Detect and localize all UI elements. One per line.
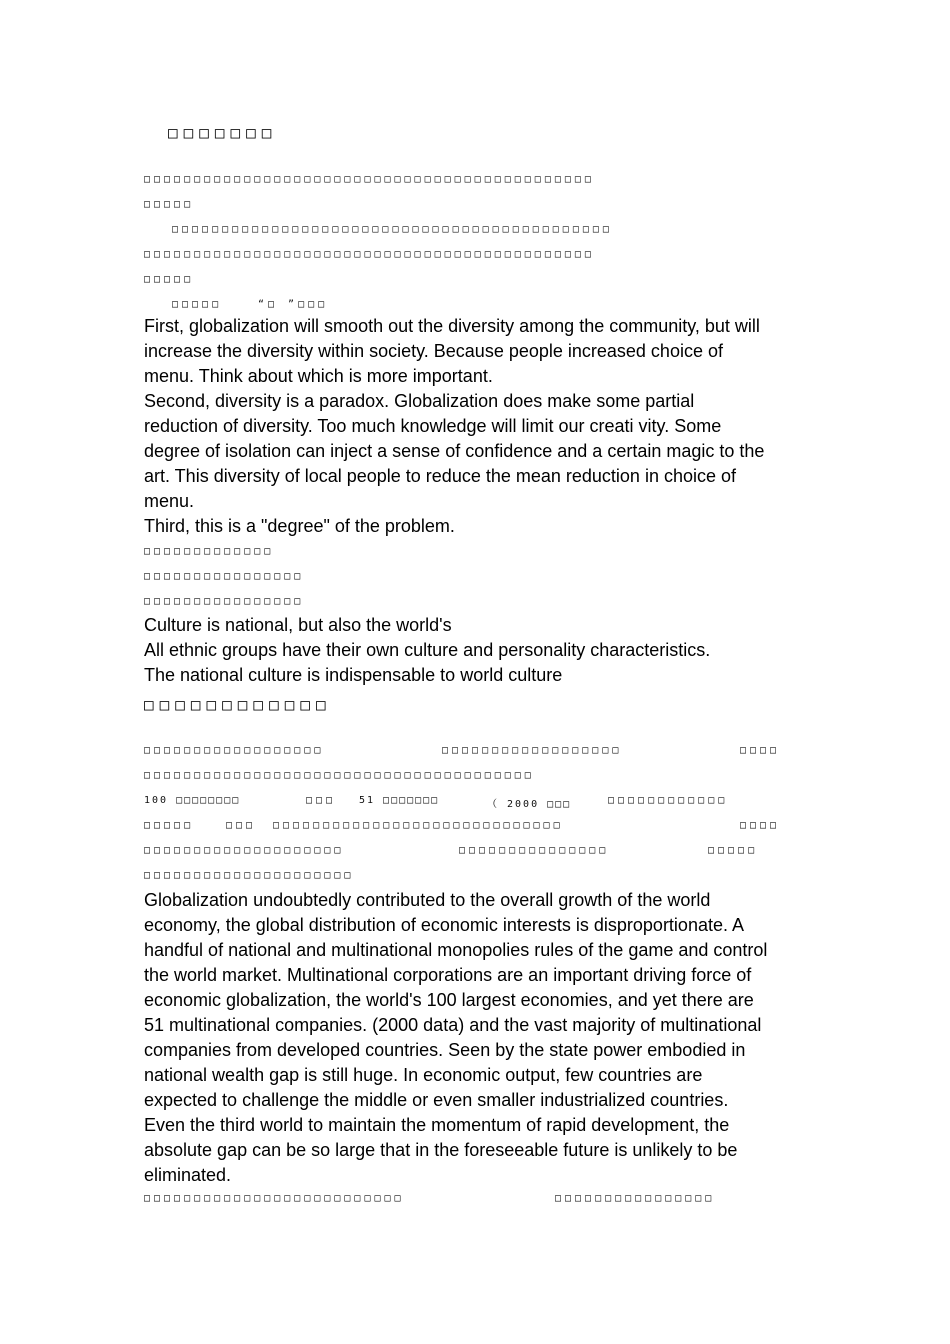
cjk-line: 100 □□□□□□□□ xyxy=(144,795,241,806)
text-line: handful of national and multinational monopolies rules of the game and control xyxy=(144,940,768,960)
english-paragraph-economy xyxy=(144,888,814,1188)
text-line: Second, diversity is a paradox. Globalization does make some partial xyxy=(144,391,695,411)
text-line: Globalization undoubtedly contributed to the overall growth of the world xyxy=(144,890,711,910)
section-title-2: □□□□□□□□□□□□ xyxy=(144,695,332,714)
cjk-line: □□□□□□□□□□□□□□□□ xyxy=(144,571,305,582)
cjk-line: “□ ”□□□ xyxy=(258,299,329,310)
text-line: eliminated. xyxy=(144,1165,232,1185)
cjk-line: □□□□□□□□□□□□ xyxy=(608,795,729,806)
text-line: economic globalization, the world's 100 largest economies, and yet there are xyxy=(144,990,754,1010)
cjk-line: □□□□□□□□□□□□□□□□□□□□□□□□□□□□□□□□□□□□□□□□□□□□ xyxy=(172,224,613,235)
text-line: The national culture is indispensable to world culture xyxy=(144,665,563,685)
cjk-line: □□□□□□□□□□□□□□□□□□□□□□□□□□ xyxy=(144,1193,405,1204)
section-title-1: □□□□□□□ xyxy=(168,123,278,142)
text-line: Culture is national, but also the world's xyxy=(144,615,452,635)
cjk-line: □□□□□ xyxy=(144,274,195,285)
cjk-line: □□□□□□□□□□□□□□□□□□ xyxy=(144,745,325,756)
cjk-line: □□□□□ xyxy=(708,845,759,856)
english-paragraph-diversity xyxy=(144,314,814,539)
text-line: increase the diversity within society. Because people increased choice of xyxy=(144,341,723,361)
text-line: First, globalization will smooth out the diversity among the community, but will xyxy=(144,316,760,336)
cjk-line: □□□□□□□□□□□□□□□ xyxy=(459,845,610,856)
text-line: Third, this is a "degree" of the problem. xyxy=(144,516,455,536)
cjk-line: □□□□□ xyxy=(144,199,195,210)
cjk-line: □□□□ xyxy=(740,745,781,756)
cjk-line: □□□□□□□□□□□□□□□□ xyxy=(555,1193,716,1204)
cjk-line: □□□□□□□□□□□□□□□□□□□□□□□□□□□□□□□□□□□□□□□□□□□□□ xyxy=(144,174,595,185)
text-line: companies from developed countries. Seen by the state power embodied in xyxy=(144,1040,746,1060)
cjk-line: □□□□ xyxy=(740,820,781,831)
text-line: menu. Think about which is more important. xyxy=(144,366,493,386)
cjk-line: □□□□□□□□□□□□□□□□□□□□□□□□□□□□□□□□□□□□□□□□□□□□□ xyxy=(144,249,595,260)
english-paragraph-culture xyxy=(144,613,814,688)
cjk-line: （ 2000 □□□ xyxy=(487,799,572,810)
text-line: the world market. Multinational corporations are an important driving force of xyxy=(144,965,752,985)
cjk-line: □□□□□□□□□□□□□□□□ xyxy=(144,596,305,607)
cjk-line: □□□□□ xyxy=(172,299,223,310)
text-line: All ethnic groups have their own culture and personality characteristics. xyxy=(144,640,711,660)
text-line: degree of isolation can inject a sense of confidence and a certain magic to the xyxy=(144,441,765,461)
cjk-line: □□□□□□□□□□□□□□□□□□□□ xyxy=(144,845,345,856)
text-line: economy, the global distribution of economic interests is disproportionate. A xyxy=(144,915,744,935)
cjk-line: 51 □□□□□□□ xyxy=(359,795,440,806)
cjk-line: □□□□□ xyxy=(144,820,195,831)
cjk-line: □□□ xyxy=(306,795,337,806)
cjk-line: □□□□□□□□□□□□□□□□□□□□□□□□□□□□□□□□□□□□□□□ xyxy=(144,770,535,781)
text-line: art. This diversity of local people to reduce the mean reduction in choice of xyxy=(144,466,736,486)
text-line: expected to challenge the middle or even smaller industrialized countries. xyxy=(144,1090,729,1110)
text-line: reduction of diversity. Too much knowledge will limit our creati vity. Some xyxy=(144,416,722,436)
text-line: Even the third world to maintain the momentum of rapid development, the xyxy=(144,1115,730,1135)
cjk-line: □□□□□□□□□□□□□□□□□□ xyxy=(442,745,623,756)
text-line: absolute gap can be so large that in the foreseeable future is unlikely to be xyxy=(144,1140,738,1160)
cjk-line: □□□ xyxy=(226,820,257,831)
cjk-line: □□□□□□□□□□□□□□□□□□□□□ xyxy=(144,870,355,881)
text-line: 51 multinational companies. (2000 data) and the vast majority of multinational xyxy=(144,1015,762,1035)
cjk-line: □□□□□□□□□□□□□□□□□□□□□□□□□□□□□ xyxy=(273,820,564,831)
text-line: menu. xyxy=(144,491,195,511)
cjk-line: □□□□□□□□□□□□□ xyxy=(144,546,275,557)
text-line: national wealth gap is still huge. In economic output, few countries are xyxy=(144,1065,703,1085)
